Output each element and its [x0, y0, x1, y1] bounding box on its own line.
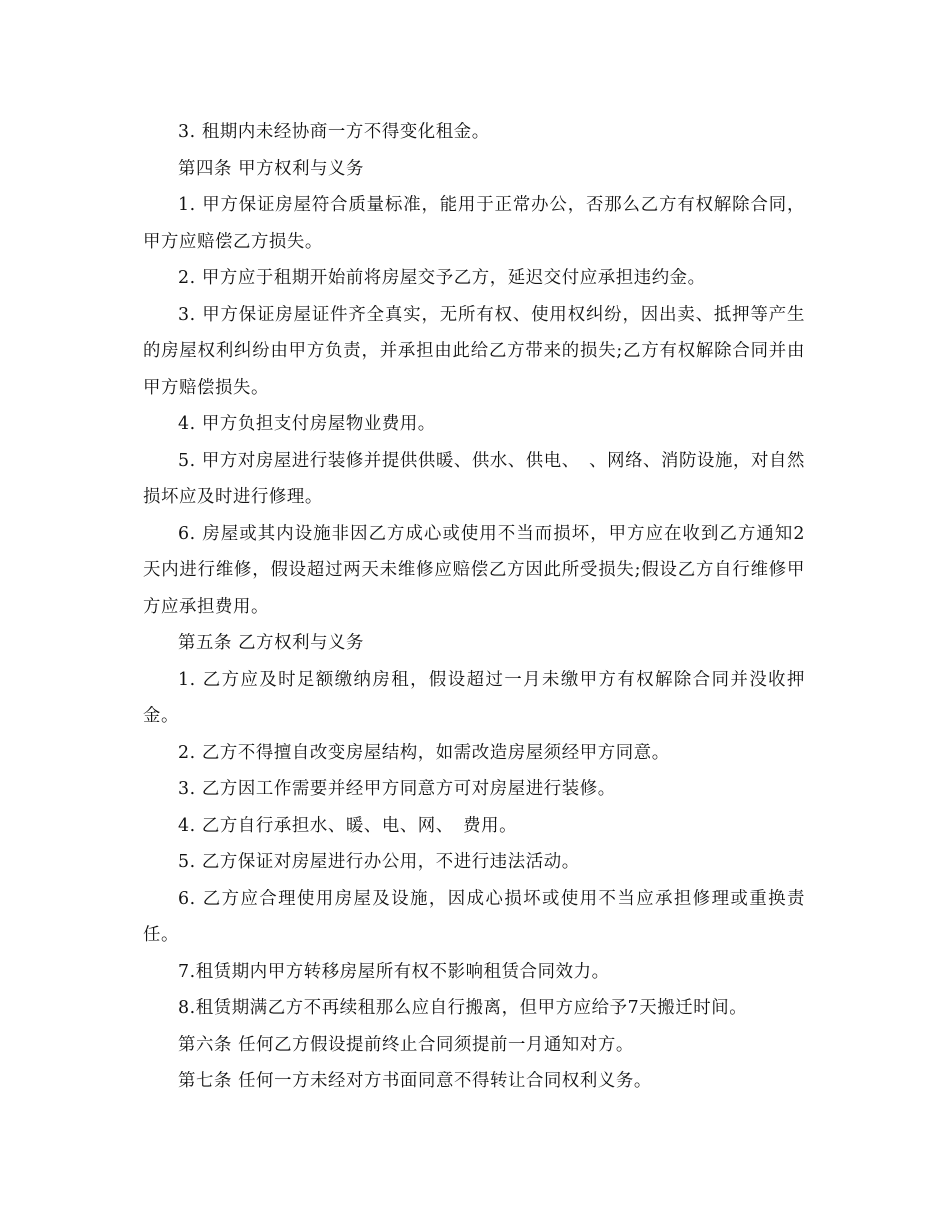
section-heading: 第六条 任何乙方假设提前终止合同须提前一月通知对方。 — [178, 1034, 634, 1055]
document-body — [143, 114, 805, 1100]
paragraph: 1. 甲方保证房屋符合质量标准，能用于正常办公，否那么乙方有权解除合同，甲方应赔偿乙方损失。 — [143, 195, 805, 252]
paragraph: 3. 乙方因工作需要并经甲方同意方可对房屋进行装修。 — [178, 779, 616, 799]
paragraph: 1. 乙方应及时足额缴纳房租，假设超过一月未缴甲方有权解除合同并没收押金。 — [143, 669, 805, 726]
paragraph: 6. 房屋或其内设施非因乙方成心或使用不当而损坏，甲方应在收到乙方通知2天内进行维修，假设超过两天未维修应赔偿乙方因此所受损失;假设乙方自行维修甲方应承担费用。 — [143, 523, 805, 617]
paragraph: 4. 甲方负担支付房屋物业费用。 — [178, 414, 436, 434]
paragraph: 8.租赁期满乙方不再续租那么应自行搬离，但甲方应给予7天搬迁时间。 — [178, 998, 748, 1018]
section-heading: 第五条 乙方权利与义务 — [178, 633, 365, 653]
paragraph: 3. 甲方保证房屋证件齐全真实，无所有权、使用权纠纷，因出卖、抵押等产生的房屋权利纠纷由甲方负责，并承担由此给乙方带来的损失;乙方有权解除合同并由甲方赔偿损失。 — [143, 304, 805, 398]
paragraph: 2. 乙方不得擅自改变房屋结构，如需改造房屋须经甲方同意。 — [178, 742, 670, 763]
paragraph: 7.租赁期内甲方转移房屋所有权不影响租赁合同效力。 — [178, 961, 610, 982]
paragraph: 5. 乙方保证对房屋进行办公用，不进行违法活动。 — [178, 852, 580, 872]
section-heading: 第七条 任何一方未经对方书面同意不得转让合同权利义务。 — [178, 1071, 652, 1091]
section-heading: 第四条 甲方权利与义务 — [178, 158, 365, 179]
paragraph: 4. 乙方自行承担水、暖、电、网、 费用。 — [178, 815, 518, 836]
paragraph: 5. 甲方对房屋进行装修并提供供暖、供水、供电、 、网络、消防设施，对自然损坏应及时进行修理。 — [143, 450, 805, 507]
paragraph: 3. 租期内未经协商一方不得变化租金。 — [178, 122, 490, 142]
paragraph: 2. 甲方应于租期开始前将房屋交予乙方，延迟交付应承担违约金。 — [178, 268, 706, 288]
paragraph: 6. 乙方应合理使用房屋及设施，因成心损坏或使用不当应承担修理或重换责任。 — [143, 888, 805, 945]
